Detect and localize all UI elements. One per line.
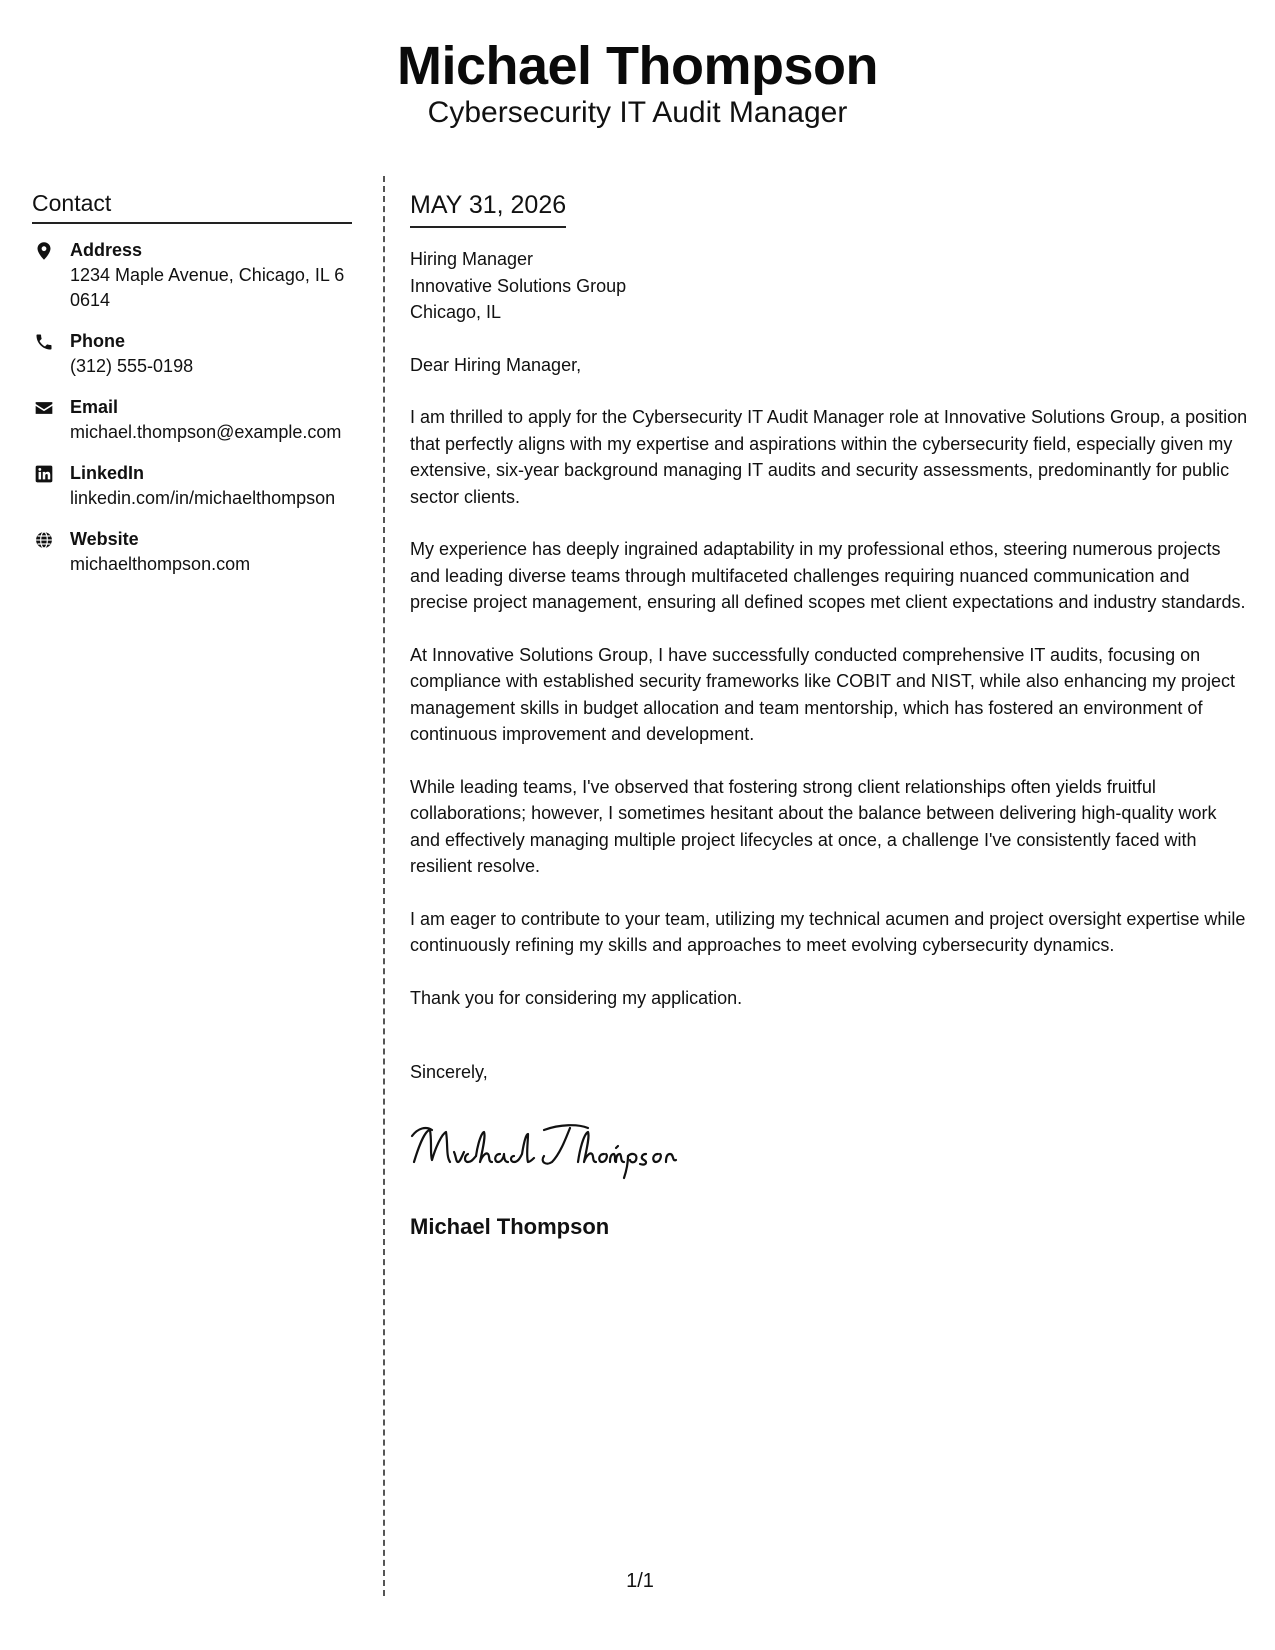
- contact-value: 1234 Maple Avenue, Chicago, IL 60614: [70, 265, 345, 310]
- contact-sidebar: [32, 188, 352, 593]
- linkedin-icon: [34, 464, 54, 484]
- applicant-title: Cybersecurity IT Audit Manager: [427, 96, 848, 129]
- phone-icon: [34, 332, 54, 352]
- contact-value: michael.thompson@example.com: [70, 422, 342, 442]
- contact-label: Phone: [70, 331, 126, 351]
- salutation: Dear Hiring Manager,: [410, 354, 582, 375]
- recipient-line: Chicago, IL: [410, 302, 502, 322]
- map-pin-icon: [34, 241, 54, 261]
- contact-value: (312) 555-0198: [70, 356, 194, 376]
- letter-paragraph: While leading teams, I've observed that fostering strong client relationships often yields fruitful collaborations; however, I sometimes hesitant about the balance between delivering high-quality work and effectively managing multiple project lifecycles at once, a challenge I've consistently faced with resilient resolve.: [410, 776, 1217, 876]
- signed-name: Michael Thompson: [410, 1214, 610, 1239]
- contact-item-email: [32, 395, 352, 445]
- contact-label: LinkedIn: [70, 463, 145, 483]
- contact-label: Address: [70, 240, 143, 260]
- recipient-block: [410, 246, 1250, 326]
- contact-value: linkedin.com/in/michaelthompson: [70, 488, 336, 508]
- envelope-icon: [34, 398, 54, 418]
- letter-paragraph: I am thrilled to apply for the Cybersecurity IT Audit Manager role at Innovative Solutions Group, a position that perfectly aligns with my expertise and aspirations within the cybersecurity field, especially given my extensive, six-year background managing IT audits and security assessments, predominantly for public sector clients.: [410, 407, 1248, 507]
- handwritten-signature: [410, 1112, 690, 1182]
- letter-paragraph: Thank you for considering my application.: [410, 987, 743, 1008]
- contact-label: Email: [70, 397, 119, 417]
- page-number: 1/1: [626, 1570, 654, 1592]
- contact-item-phone: [32, 329, 352, 379]
- letter-date: MAY 31, 2026: [410, 188, 566, 228]
- recipient-line: Innovative Solutions Group: [410, 275, 627, 296]
- contact-item-linkedin: [32, 461, 352, 511]
- letter-paragraph: At Innovative Solutions Group, I have successfully conducted comprehensive IT audits, focusing on compliance with established security frameworks like COBIT and NIST, while also enhancing my project management skills in budget allocation and team mentorship, which has fostered an environment of continuous improvement and development.: [410, 644, 1236, 744]
- letter-body: [410, 188, 1250, 1241]
- globe-icon: [34, 530, 54, 550]
- closing: Sincerely,: [410, 1062, 488, 1082]
- letter-paragraph: I am eager to contribute to your team, utilizing my technical acumen and project oversight expertise while continuously refining my skills and approaches to meet evolving cybersecurity dynamics.: [410, 908, 1246, 955]
- contact-item-address: [32, 238, 352, 313]
- recipient-line: Hiring Manager: [410, 249, 534, 269]
- column-divider: [383, 176, 385, 1596]
- contact-label: Website: [70, 529, 139, 549]
- contact-section-title: Contact: [32, 188, 352, 224]
- contact-item-website: [32, 527, 352, 577]
- contact-value: michaelthompson.com: [70, 554, 251, 574]
- letter-paragraph: My experience has deeply ingrained adaptability in my professional ethos, steering numerous projects and leading diverse teams through multifaceted challenges requiring nuanced communication and precise project management, ensuring all defined scopes met client expectations and industry standards.: [410, 539, 1246, 612]
- applicant-name: Michael Thompson: [396, 36, 879, 96]
